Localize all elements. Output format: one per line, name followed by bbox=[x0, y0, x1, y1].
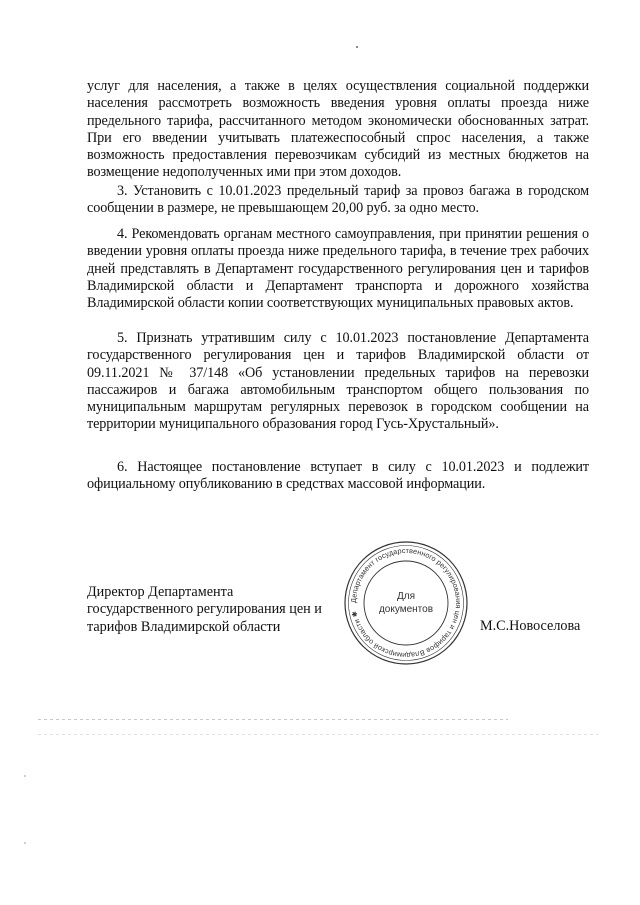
scan-speck bbox=[24, 775, 26, 777]
stamp-inner-circle bbox=[364, 561, 448, 645]
signer-name: М.С.Новоселова bbox=[480, 618, 581, 634]
signer-title-line: Директор Департамента bbox=[87, 584, 234, 600]
scan-speck bbox=[356, 46, 358, 48]
paragraph-item-3: 3. Установить с 10.01.2023 предельный тариф за провоз багажа в городском сообщении в размере, не превышающем 20,00 руб. за одно место. bbox=[87, 183, 589, 217]
signer-title bbox=[87, 584, 347, 636]
stamp-ring-text: Департамент государственного регулирования цен и тарифов Владимирской области ✱ bbox=[348, 545, 464, 661]
paragraph-item-5: 5. Признать утратившим силу с 10.01.2023 постановление Департамента государственного регулирования цен и тарифов Владимирской области от 09.11.2021 № 37/148 «Об установлении предельных тарифов на перевозки пассажиров и багажа автомобильным транспортом общего пользования по муниципальным маршрутам регулярных перевозок в городском сообщении на территории муниципального образования город Гусь-Хрустальный». bbox=[87, 330, 589, 433]
paragraph-continuation: услуг для населения, а также в целях осуществления социальной поддержки населения рассмотреть возможность введения уровня оплаты проезда ниже предельного тарифа, рассчитанного методом экономически обоснованных затрат. При его введении учитывать платежеспособный спрос населения, а также возможность предоставления перевозчикам субсидий из местных бюджетов на возмещение недополученных ими при этом доходов. bbox=[87, 78, 589, 181]
scan-speck bbox=[24, 842, 26, 844]
stamp-outer-circle bbox=[345, 542, 467, 664]
signer-title-line: тарифов Владимирской области bbox=[87, 618, 281, 635]
scan-artifact-line bbox=[38, 734, 598, 735]
signer-title-line: государственного регулирования цен и bbox=[87, 601, 322, 618]
stamp-center-line: документов bbox=[378, 604, 434, 615]
official-stamp bbox=[343, 540, 469, 666]
paragraph-item-6: 6. Настоящее постановление вступает в силу с 10.01.2023 и подлежит официальному опубликованию в средствах массовой информации. bbox=[87, 459, 589, 493]
scan-artifact-line bbox=[38, 719, 508, 720]
stamp-center-line: Для bbox=[396, 591, 416, 602]
paragraph-item-4: 4. Рекомендовать органам местного самоуправления, при принятии решения о введении уровня оплаты проезда ниже предельного тарифа, в течение трех рабочих дней представлять в Департамент государственного регулирования цен и тарифов Владимирской области и Департамент транспорта и дорожного хозяйства Владимирской области копии соответствующих муниципальных правовых актов. bbox=[87, 226, 589, 312]
